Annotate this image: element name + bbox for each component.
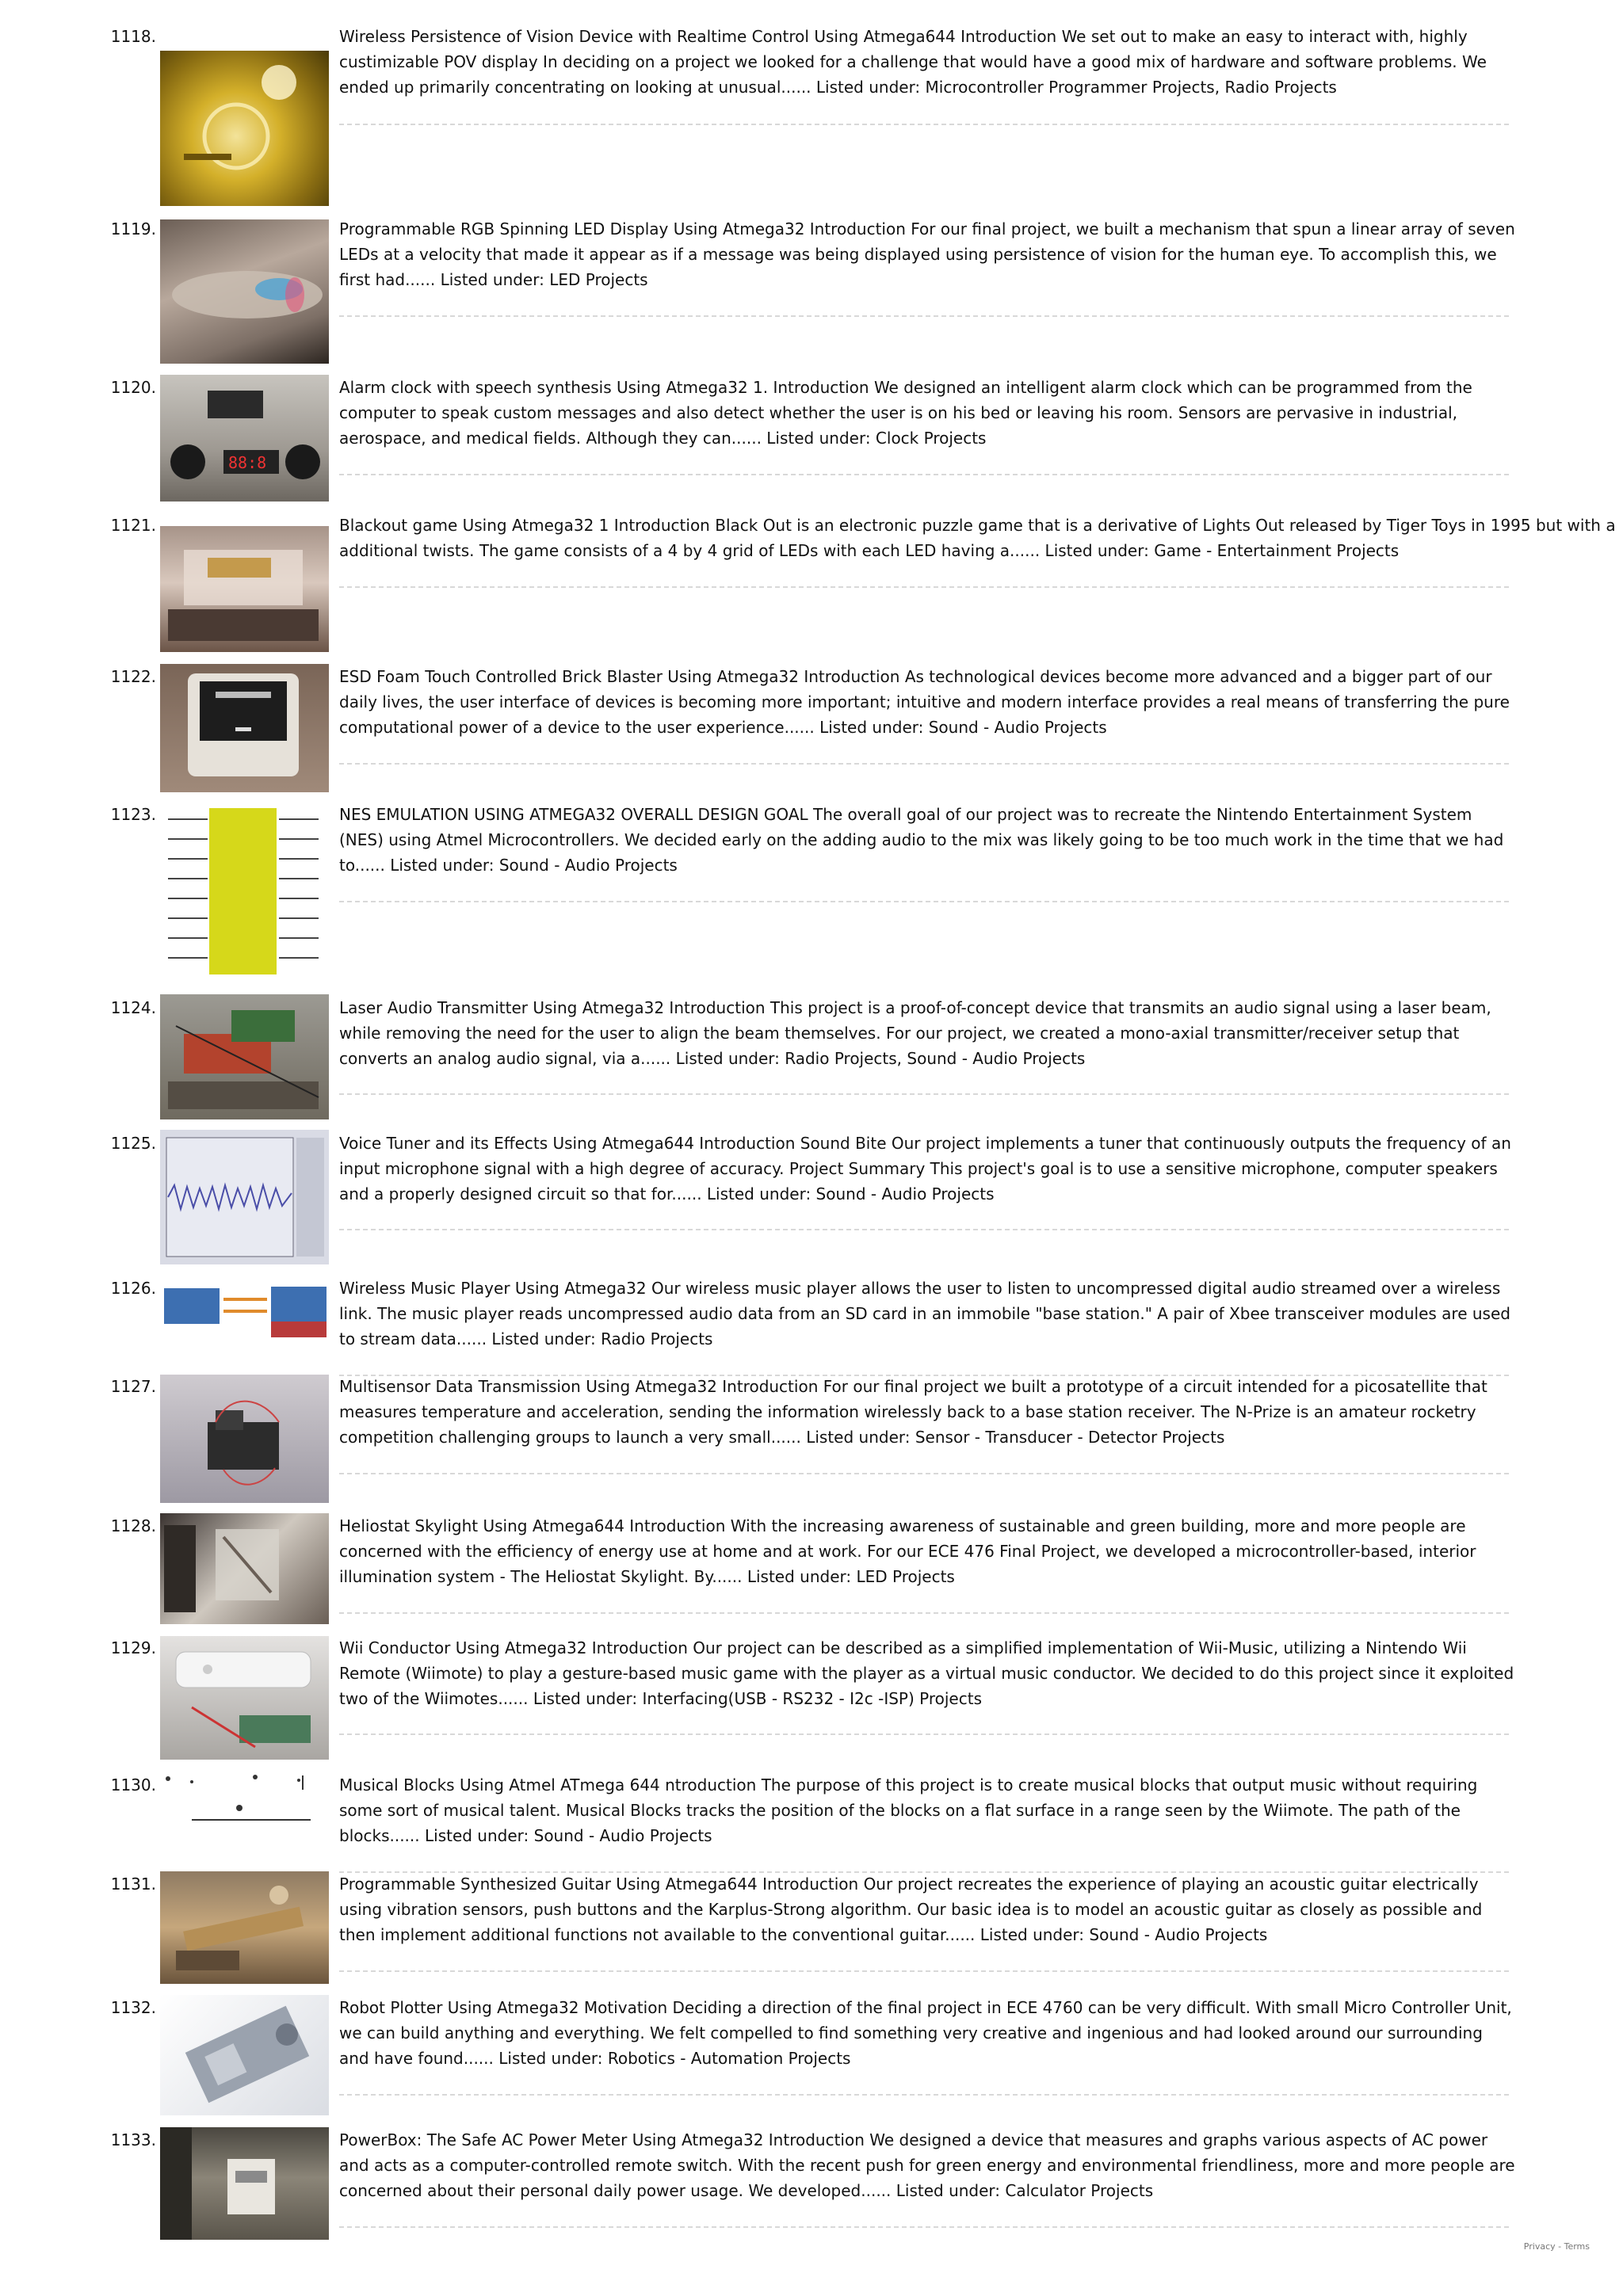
item-number: 1126. <box>110 1279 156 1298</box>
privacy-link[interactable]: Privacy <box>1523 2241 1556 2252</box>
row-divider <box>339 901 1509 902</box>
wiimote-photo-thumbnail[interactable] <box>160 1636 329 1760</box>
item-number: 1129. <box>110 1638 156 1657</box>
row-divider <box>339 2226 1509 2228</box>
row-divider <box>339 1093 1509 1095</box>
row-divider <box>339 1473 1509 1474</box>
laser-transmitter-photo-thumbnail[interactable] <box>160 994 329 1119</box>
item-number: 1132. <box>110 1998 156 2017</box>
row-divider <box>339 1970 1509 1972</box>
robot-plotter-photo-thumbnail[interactable] <box>160 1995 329 2115</box>
item-number: 1128. <box>110 1516 156 1535</box>
item-description[interactable]: Robot Plotter Using Atmega32 Motivation Deciding a direction of the final project in ECE 4760 can be very difficult. With small Micro Controller Unit, we can build anything and everything. We felt compelled to find something very creative and ingenious and had looked around our surrounding and have found...... Listed under: Robotics - Automation Projects <box>339 1998 1512 2068</box>
item-description[interactable]: Wireless Music Player Using Atmega32 Our wireless music player allows the user to listen to uncompressed digital audio streamed over a wireless link. The music player reads uncompressed audio data from an SD card in an immobile "base station." A pair of Xbee transceiver modules are used to stream data...... Listed under: Radio Projects <box>339 1279 1510 1348</box>
row-divider <box>339 1229 1509 1230</box>
spinning-led-photo-thumbnail[interactable] <box>160 219 329 364</box>
chip-pinout-diagram-thumbnail[interactable] <box>160 803 329 979</box>
circuit-board-photo-thumbnail[interactable] <box>160 1375 329 1503</box>
item-description[interactable] <box>339 513 1623 563</box>
row-divider <box>339 586 1509 588</box>
item-number: 1121. <box>110 516 156 535</box>
item-description-line: additional twists. The game consists of a 4 by 4 grid of LEDs with each LED having a...... Listed under: Game - Entertainment Projects <box>339 541 1400 560</box>
item-description[interactable]: PowerBox: The Safe AC Power Meter Using Atmega32 Introduction We designed a device that measures and graphs various aspects of AC power and acts as a computer-controlled remote switch. With the recent push for green energy and environmental friendliness, more and more people are concerned about their personal daily power usage. We developed...... Listed under: Calculator Projects <box>339 2130 1515 2200</box>
item-description[interactable]: Multisensor Data Transmission Using Atmega32 Introduction For our final project we built a prototype of a circuit intended for a picosatellite that measures temperature and acceleration, sending the information wirelessly back to a base station receiver. The N-Prize is an amateur rocketry competition challenging groups to launch a very small...... Listed under: Sensor - Transducer - Detector Projects <box>339 1377 1487 1447</box>
crt-tv-game-photo-thumbnail[interactable] <box>160 664 329 792</box>
item-number: 1131. <box>110 1875 156 1894</box>
item-description[interactable]: Musical Blocks Using Atmel ATmega 644 ntroduction The purpose of this project is to create musical blocks that output music without requiring some sort of musical talent. Musical Blocks tracks the position of the blocks on a flat surface in a range seen by the Wiimote. The path of the blocks...... Listed under: Sound - Audio Projects <box>339 1775 1478 1845</box>
led-grid-game-photo-thumbnail[interactable] <box>160 526 329 652</box>
item-description[interactable]: Programmable Synthesized Guitar Using Atmega644 Introduction Our project recreates the experience of playing an acoustic guitar electrically using vibration sensors, push buttons and the Karplus-Strong algorithm. Our basic idea is to model an acoustic guitar as closely as possible and then implement additional functions not available to the conventional guitar...... Listed under: Sound - Audio Projects <box>339 1875 1483 1944</box>
pov-display-photo-thumbnail[interactable] <box>160 51 329 206</box>
item-description[interactable]: Wireless Persistence of Vision Device with Realtime Control Using Atmega644 Introduction We set out to make an easy to interact with, highly custimizable POV display In deciding on a project we looked for a challenge that would have a good mix of hardware and software problems. We ended up primarily concentrating on looking at unusual...... Listed under: Microcontroller Programmer Projects, Radio Projects <box>339 27 1487 97</box>
item-number: 1125. <box>110 1134 156 1153</box>
item-description[interactable]: Alarm clock with speech synthesis Using Atmega32 1. Introduction We designed an intelligent alarm clock which can be programmed from the computer to speak custom messages and also detect whether the user is on his bed or leaving his room. Sensors are pervasive in industrial, aerospace, and medical fields. Although they can...... Listed under: Clock Projects <box>339 378 1472 448</box>
item-number: 1123. <box>110 805 156 824</box>
item-number: 1122. <box>110 667 156 686</box>
waveform-screenshot-thumbnail[interactable] <box>160 1130 329 1264</box>
power-meter-photo-thumbnail[interactable] <box>160 2127 329 2240</box>
footer-separator: - <box>1555 2241 1564 2252</box>
guitar-prototype-photo-thumbnail[interactable] <box>160 1871 329 1984</box>
row-divider <box>339 2094 1509 2096</box>
alarm-clock-photo-thumbnail[interactable] <box>160 375 329 502</box>
item-description[interactable]: Wii Conductor Using Atmega32 Introduction Our project can be described as a simplified implementation of Wii-Music, utilizing a Nintendo Wii Remote (Wiimote) to play a gesture-based music game with the player as a virtual music conductor. We decided to do this project since it exploited two of the Wiimotes...... Listed under: Interfacing(USB - RS232 - I2c -ISP) Projects <box>339 1638 1514 1708</box>
item-number: 1133. <box>110 2130 156 2149</box>
item-number: 1127. <box>110 1377 156 1396</box>
item-description[interactable]: Voice Tuner and its Effects Using Atmega644 Introduction Sound Bite Our project implements a tuner that continuously outputs the frequency of an input microphone signal with a high degree of accuracy. Project Summary This project's goal is to use a sensitive microphone, computer speakers and a properly designed circuit so that for...... Listed under: Sound - Audio Projects <box>339 1134 1511 1203</box>
item-description[interactable]: ESD Foam Touch Controlled Brick Blaster Using Atmega32 Introduction As technological devices become more advanced and a bigger part of our daily lives, the user interface of devices is becoming more important; intuitive and modern interface provides a real means of transferring the pure computational power of a device to the user experience...... Listed under: Sound - Audio Projects <box>339 667 1510 737</box>
svg-text:88:8: 88:8 <box>228 453 267 472</box>
item-description[interactable]: Laser Audio Transmitter Using Atmega32 Introduction This project is a proof-of-concept device that transmits an audio signal using a laser beam, while removing the need for the user to align the beam themselves. For our project, we created a mono-axial transmitter/receiver setup that converts an analog audio signal, via a...... Listed under: Radio Projects, Sound - Audio Projects <box>339 998 1491 1068</box>
row-divider <box>339 763 1509 765</box>
row-divider <box>339 1733 1509 1735</box>
row-divider <box>339 315 1509 317</box>
row-divider <box>339 124 1509 125</box>
item-number: 1130. <box>110 1775 156 1794</box>
footer-links <box>1524 2241 1590 2252</box>
row-divider <box>339 474 1509 475</box>
item-number: 1119. <box>110 219 156 238</box>
item-number: 1118. <box>110 27 156 46</box>
terms-link[interactable]: Terms <box>1564 2241 1590 2252</box>
sparse-diagram-thumbnail[interactable] <box>160 1772 329 1842</box>
block-diagram-thumbnail[interactable] <box>160 1276 329 1341</box>
row-divider <box>339 1612 1509 1614</box>
item-description[interactable]: NES EMULATION USING ATMEGA32 OVERALL DESIGN GOAL The overall goal of our project was to recreate the Nintendo Entertainment System (NES) using Atmel Microcontrollers. We decided early on the adding audio to the mix was likely going to be too much work in the time that we had to...... Listed under: Sound - Audio Projects <box>339 805 1504 875</box>
item-number: 1124. <box>110 998 156 1017</box>
item-number: 1120. <box>110 378 156 397</box>
item-description-line: Blackout game Using Atmega32 1 Introduction Black Out is an electronic puzzle game that is a derivative of Lights Out released by Tiger Toys in 1995 but with a <box>339 516 1616 535</box>
item-description[interactable]: Heliostat Skylight Using Atmega644 Introduction With the increasing awareness of sustainable and green building, more and more people are concerned with the efficiency of energy use at home and at work. For our ECE 476 Final Project, we developed a microcontroller-based, interior illumination system - The Heliostat Skylight. By...... Listed under: LED Projects <box>339 1516 1476 1586</box>
heliostat-photo-thumbnail[interactable] <box>160 1513 329 1624</box>
item-description[interactable]: Programmable RGB Spinning LED Display Using Atmega32 Introduction For our final project, we built a mechanism that spun a linear array of seven LEDs at a velocity that made it appear as if a message was being displayed using persistence of vision for the human eye. To accomplish this, we first had...... Listed under: LED Projects <box>339 219 1515 289</box>
